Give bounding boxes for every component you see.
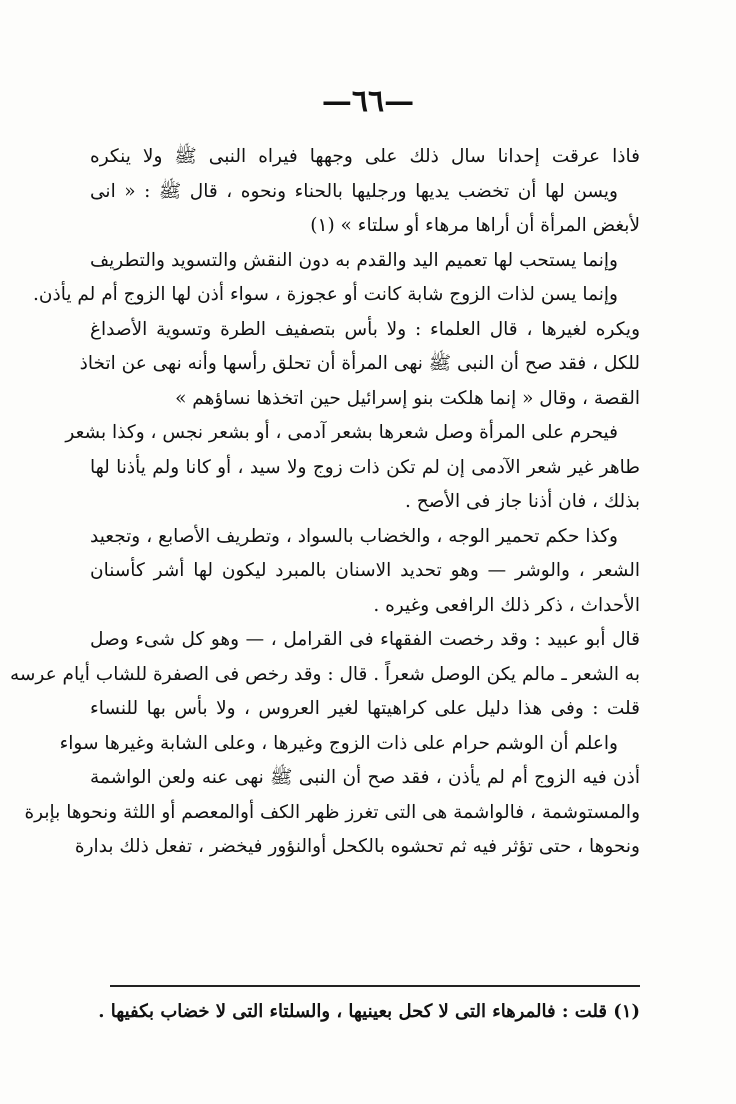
footnote: (١) قلت : فالمرهاء التى لا كحل بعينيها ، والسلتاء التى لا خضاب بكفيها . — [98, 1001, 640, 1022]
text-line: به الشعر ـ مالم يكن الوصل شعراً . قال : وقد رخص فى الصفرة للشاب أيام عرسه — [9, 663, 640, 685]
body-text — [9, 140, 640, 865]
text-line: وكذا حكم تحمير الوجه ، والخضاب بالسواد ، وتطريف الأصابع ، وتجعيد — [90, 525, 618, 547]
text-line: وإنما يسن لذات الزوج شابة كانت أو عجوزة ، سواء أذن لها الزوج أم لم يأذن. — [33, 284, 618, 305]
text-line: والمستوشمة ، فالواشمة هى التى تغرز ظهر الكف أوالمعصم أو اللثة ونحوها بإبرة — [24, 801, 640, 823]
text-line: الشعر ، والوشر — وهو تحديد الاسنان بالمبرد ليكون لها أشر كأسنان — [90, 560, 640, 581]
text-line: ونحوها ، حتى تؤثر فيه ثم تحشوه بالكحل أوالنؤور فيخضر ، تفعل ذلك بدارة — [74, 836, 640, 857]
text-line: فاذا عرقت إحدانا سال ذلك على وجهها فيراه النبى ﷺ ولا ينكره — [90, 146, 640, 167]
text-line: لأبغض المرأة أن أراها مرهاء أو سلتاء » (١) — [310, 215, 640, 236]
text-line: الأحداث ، ذكر ذلك الرافعى وغيره . — [373, 594, 640, 616]
text-line: ويكره لغيرها ، قال العلماء : ولا بأس بتصفيف الطرة وتسوية الأصداغ — [90, 318, 640, 340]
text-line: أذن فيه الزوج أم لم يأذن ، فقد صح أن النبى ﷺ نهى عنه ولعن الواشمة — [90, 767, 640, 788]
text-line: بذلك ، فان أذنا جاز فى الأصح . — [405, 491, 640, 512]
page-number: —٦٦— — [321, 84, 415, 119]
text-line: للكل ، فقد صح أن النبى ﷺ نهى المرأة أن تحلق رأسها وأنه نهى عن اتخاذ — [79, 353, 640, 374]
text-line: فيحرم على المرأة وصل شعرها بشعر آدمى ، أو بشعر نجس ، وكذا بشعر — [65, 422, 618, 443]
text-line: ويسن لها أن تخضب يديها ورجليها بالحناء ونحوه ، قال ﷺ : « انى — [90, 180, 618, 202]
text-line: وإنما يستحب لها تعميم اليد والقدم به دون النقش والتسويد والتطريف — [90, 249, 618, 271]
text-line: القصة ، وقال « إنما هلكت بنو إسرائيل حين اتخذها نساؤهم » — [175, 387, 640, 409]
footnote-divider — [110, 985, 640, 987]
text-line: قلت : وفى هذا دليل على كراهيتها لغير العروس ، ولا بأس بها للنساء — [90, 698, 640, 719]
text-line: قال أبو عبيد : وقد رخصت الفقهاء فى القرامل ، — وهو كل شىء وصل — [90, 629, 640, 650]
text-line: واعلم أن الوشم حرام على ذات الزوج وغيرها ، وعلى الشابة وغيرها سواء — [59, 732, 618, 754]
text-line: طاهر غير شعر الآدمى إن لم تكن ذات زوج ولا سيد ، أو كانا ولم يأذنا لها — [90, 456, 640, 478]
